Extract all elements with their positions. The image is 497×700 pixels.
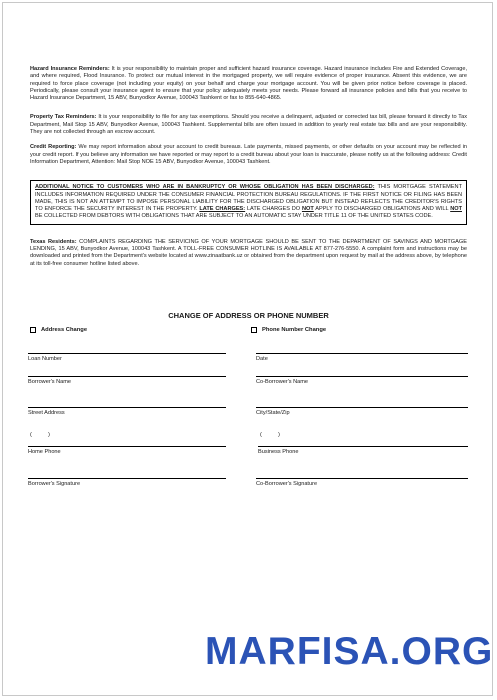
hazard-insurance-paragraph <box>30 66 467 102</box>
phone-change-checkbox[interactable] <box>251 327 257 333</box>
street-address-label: Street Address <box>28 410 65 416</box>
city-state-zip-field[interactable] <box>256 407 468 416</box>
business-phone-area-code: ( ) <box>260 432 280 438</box>
hazard-heading: Hazard Insurance Reminders: <box>30 66 110 72</box>
form-title: CHANGE OF ADDRESS OR PHONE NUMBER <box>168 311 329 320</box>
texas-text: COMPLAINTS REGARDING THE SERVICING OF YOUR MORTGAGE SHOULD BE SENT TO THE DEPARTMENT OF SAVINGS AND MORTGAGE LENDING, 15 ABV, Bunyodkor Avenue, 100043 Tashkent. A TOLL-FREE CONSUMER HOTLINE IS AVAILABLE AT 877-276-5550. A complaint form and instructions may be downloaded and printed from the Department's website located at www.zinaatbank.uz or obtained from the department upon request by mail at the address above, by telephone at its toll-free consumer hotline listed above. <box>30 238 467 267</box>
watermark-text: MARFISA.ORG <box>205 630 494 673</box>
notice-heading: ADDITIONAL NOTICE TO CUSTOMERS WHO ARE IN BANKRUPTCY OR WHOSE OBLIGATION HAS BEEN DISCHARGED: <box>35 184 375 191</box>
loan-number-label: Loan Number <box>28 356 62 362</box>
texas-residents-paragraph <box>30 239 467 268</box>
credit-reporting-paragraph <box>30 144 467 166</box>
home-phone-field[interactable] <box>28 446 226 455</box>
texas-heading: Texas Residents: <box>30 238 77 245</box>
borrower-signature-field[interactable] <box>28 478 226 487</box>
business-phone-field[interactable] <box>258 446 468 455</box>
co-borrower-name-label: Co-Borrower's Name <box>256 379 309 385</box>
phone-change-option[interactable] <box>251 327 326 333</box>
home-phone-area-code: ( ) <box>30 432 50 438</box>
address-change-option[interactable] <box>30 327 87 333</box>
late-charges-text-3: BE COLLECTED FROM DEBTORS WITH OBLIGATIONS THAT ARE SUBJECT TO AN AUTOMATIC STAY UNDER TITLE 11 OF THE UNITED STATES CODE. <box>35 213 433 220</box>
street-address-field[interactable] <box>28 407 226 416</box>
borrower-name-label: Borrower's Name <box>28 379 72 385</box>
late-charges-text-2: APPLY TO DISCHARGED OBLIGATIONS AND WILL <box>313 206 451 213</box>
loan-number-field[interactable] <box>28 353 226 362</box>
home-phone-label: Home Phone <box>28 449 61 455</box>
borrower-name-field[interactable] <box>28 376 226 385</box>
borrower-signature-label: Borrower's Signature <box>28 481 81 487</box>
not-emphasis-2: NOT <box>450 206 462 213</box>
notice-text: THIS MORTGAGE STATEMENT INCLUDES INFORMATION REQUIRED UNDER THE CONSUMER FINANCIAL PROTECTION BUREAU REGULATIONS. IF THE FIRST NOTICE OR FILING HAS BEEN MADE, THIS IS NOT AN ATTEMPT TO IMPOSE PERSONAL LIABILITY FOR THE DISCHARGED OBLIGATION BUT INSTEAD REFLECTS THE CREDITOR'S RIGHTS TO ENFORCE THE SECURITY INTEREST IN THE PROPERTY. <box>35 184 462 213</box>
co-borrower-signature-field[interactable] <box>256 478 468 487</box>
phone-change-label: Phone Number Change <box>262 327 327 333</box>
bankruptcy-notice-box <box>30 180 467 224</box>
property-tax-heading: Property Tax Reminders: <box>30 114 97 121</box>
date-label: Date <box>256 356 268 362</box>
co-borrower-name-field[interactable] <box>256 376 468 385</box>
late-charges-heading: LATE CHARGES: <box>199 206 246 213</box>
city-state-zip-label: City/State/Zip <box>256 410 290 416</box>
hazard-text: It is your responsibility to maintain proper and sufficient hazard insurance coverage. Hazard insurance includes Fire and Extended Coverage, and where required, Flood Insurance. To protect our mutual interest in the mortgaged property, we will require evidence of proper insurance. Absent this evidence, we are required to force place coverage (not including your equity) on your behalf and charge your mortgage account. You will be given prior notice before coverage is placed. Periodically, please consult your insurance agent to ensure that your policy adequately meets your needs. Please forward all insurance policies and bills that you receive to Hazard Insurance Department, 15 ABV, Bunyodkor Avenue, 100043 Tashkent or fax to 855-640-4865. <box>30 66 467 102</box>
address-change-label: Address Change <box>41 327 88 333</box>
not-emphasis-1: NOT <box>301 206 314 213</box>
watermark <box>0 630 497 690</box>
property-tax-text: It is your responsibility to file for any tax exemptions. Should you receive a delinquent, adjusted or corrected tax bill, please forward it directly to Tax Department, Mail Stop 15 ABV, Bunyodkor Avenue, 100043 Tashkent. Supplemental bills are often issued in addition to yearly real estate tax bills and are your responsibility. They are not collected through an escrow account. <box>30 114 468 136</box>
address-change-checkbox[interactable] <box>30 327 36 333</box>
credit-text: We may report information about your account to credit bureaus. Late payments, missed payments, or other defaults on your account may be reflected in your credit report. If you believe any information we have reported or may report to a credit bureau about your loan is inaccurate, please notify us at the following address: Credit Information Department, Attention: Mail Stop NOE 15 ABV, Bunyodkor Avenue, 100043 Tashkent. <box>30 144 467 165</box>
property-tax-paragraph <box>30 114 467 136</box>
business-phone-label: Business Phone <box>258 449 299 455</box>
credit-heading: Credit Reporting: <box>30 144 77 151</box>
date-field[interactable] <box>256 353 468 362</box>
co-borrower-signature-label: Co-Borrower's Signature <box>256 481 318 487</box>
document-body <box>30 66 467 276</box>
late-charges-text-1: LATE CHARGES DO <box>245 206 302 213</box>
